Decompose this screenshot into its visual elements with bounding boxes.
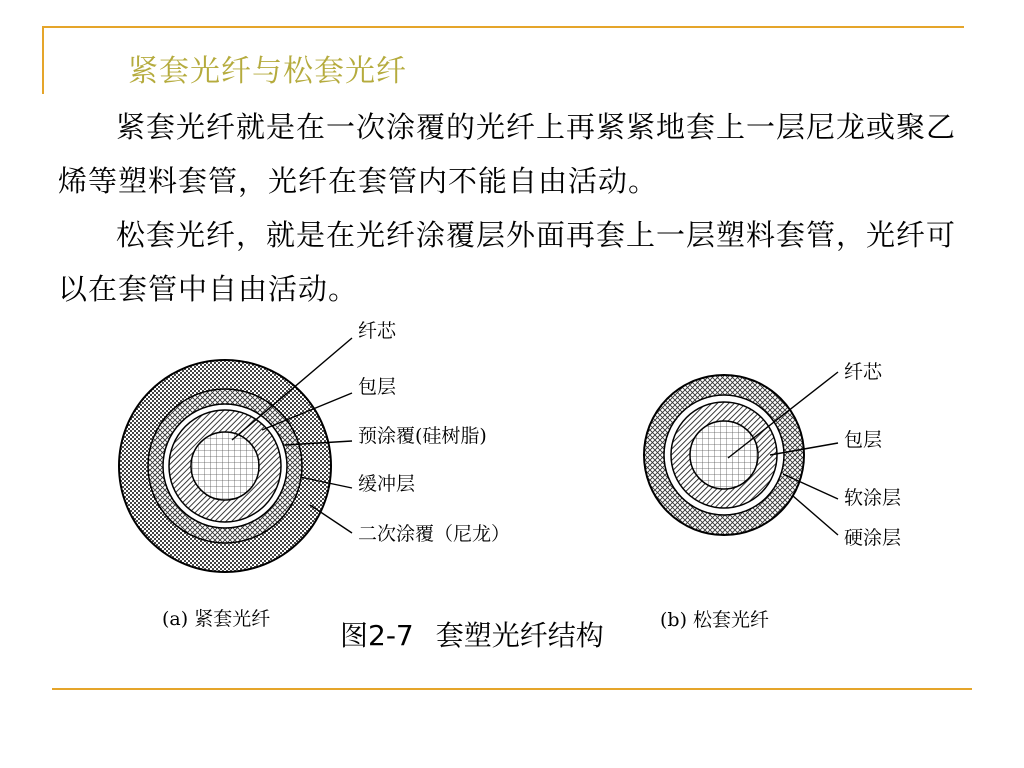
- slide-title: 紧套光纤与松套光纤: [128, 54, 407, 89]
- label-buffer: 缓冲层: [358, 473, 416, 495]
- caption-tight-buffered: (a) 紧套光纤: [162, 608, 271, 630]
- figure-caption: [340, 614, 604, 654]
- leader-hard-coating: [793, 496, 838, 535]
- label-precoat: 预涂覆(硅树脂): [358, 425, 487, 447]
- core-layer-right: [690, 421, 758, 489]
- tight-buffered-cross-section: [119, 360, 331, 572]
- left-labels: [358, 320, 510, 545]
- label-core: 纤芯: [358, 320, 397, 342]
- caption-loose-tube: (b) 松套光纤: [660, 609, 770, 631]
- figure-number: 图2-7: [340, 619, 414, 652]
- label-cladding: 包层: [358, 376, 397, 398]
- label-cladding-right: 包层: [844, 429, 883, 451]
- figure-caption-text: 套塑光纤结构: [435, 619, 604, 652]
- label-hard-coating: 硬涂层: [844, 527, 902, 549]
- label-secondary-coating: 二次涂覆（尼龙）: [358, 523, 511, 545]
- loose-tube-cross-section: [644, 375, 804, 535]
- paragraph-loose-tube: 松套光纤，就是在光纤涂覆层外面再套上一层塑料套管，光纤可以在套管中自由活动。: [58, 218, 957, 306]
- label-core-right: 纤芯: [844, 361, 883, 383]
- right-labels: [844, 361, 901, 549]
- label-soft-coating: 软涂层: [844, 487, 902, 509]
- paragraph-tight-buffered: 紧套光纤就是在一次涂覆的光纤上再紧紧地套上一层尼龙或聚乙烯等塑料套管，光纤在套管内不能自由活动。: [58, 110, 957, 198]
- core-layer: [191, 432, 259, 500]
